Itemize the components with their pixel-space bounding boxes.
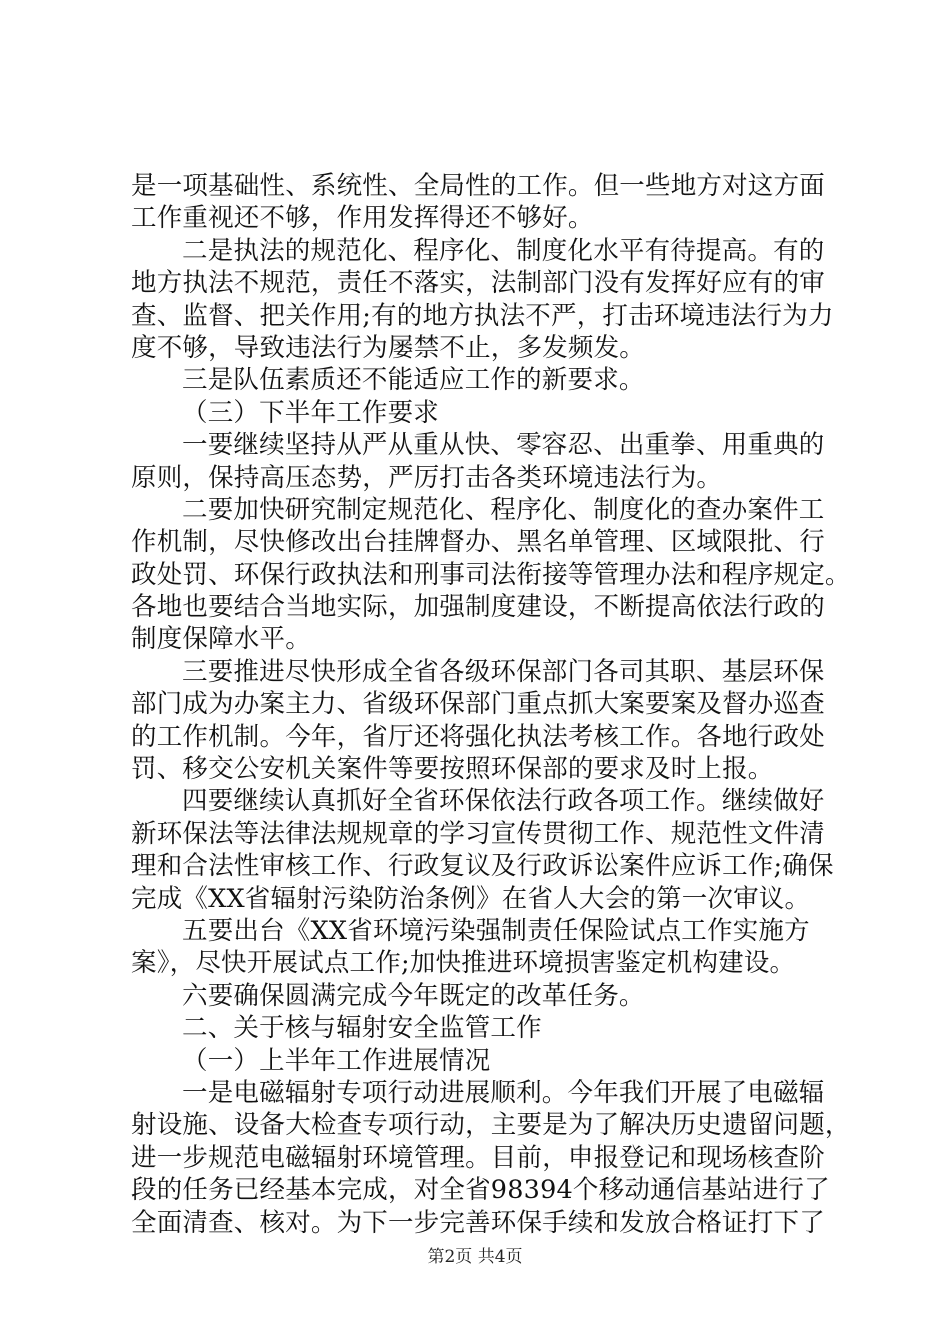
text-line: 制度保障水平。	[131, 624, 311, 655]
text-line: （一）上半年工作进展情况	[182, 1045, 491, 1076]
text-line: 一要继续坚持从严从重从快、零容忍、出重拳、用重典的	[182, 430, 825, 461]
text-line: 进一步规范电磁辐射环境管理。目前，申报登记和现场核查阶	[131, 1142, 825, 1173]
text-line: 全面清查、核对。为下一步完善环保手续和发放合格证打下了	[131, 1207, 825, 1238]
text-line: 部门成为办案主力、省级环保部门重点抓大案要案及督办巡查	[131, 689, 825, 720]
text-line: 工作重视还不够，作用发挥得还不够好。	[131, 203, 594, 234]
text-line: 二要加快研究制定规范化、程序化、制度化的查办案件工	[182, 494, 825, 525]
text-line: 理和合法性审核工作、行政复议及行政诉讼案件应诉工作;确保	[131, 851, 834, 882]
text-line: 一是电磁辐射专项行动进展顺利。今年我们开展了电磁辐	[182, 1077, 825, 1108]
text-line: 的工作机制。今年，省厅还将强化执法考核工作。各地行政处	[131, 721, 825, 752]
text-line: 三是队伍素质还不能适应工作的新要求。	[182, 365, 645, 396]
text-line: 政处罚、环保行政执法和刑事司法衔接等管理办法和程序规定。	[131, 559, 851, 590]
text-line: （三）下半年工作要求	[182, 397, 440, 428]
text-line: 射设施、设备大检查专项行动，主要是为了解决历史遗留问题，	[131, 1110, 851, 1141]
text-line: 四要继续认真抓好全省环保依法行政各项工作。继续做好	[182, 786, 825, 817]
text-line: 新环保法等法律法规规章的学习宣传贯彻工作、规范性文件清	[131, 818, 825, 849]
page-number: 第2页 共4页	[427, 1247, 523, 1267]
text-line: 查、监督、把关作用;有的地方执法不严，打击环境违法行为力	[131, 300, 834, 331]
text-line: 段的任务已经基本完成，对全省98394个移动通信基站进行了	[131, 1175, 830, 1206]
page-footer	[0, 1247, 950, 1267]
text-line: 六要确保圆满完成今年既定的改革任务。	[182, 980, 645, 1011]
text-line: 案》，尽快开展试点工作;加快推进环境损害鉴定机构建设。	[131, 948, 796, 979]
text-line: 是一项基础性、系统性、全局性的工作。但一些地方对这方面	[131, 171, 825, 201]
document-body	[131, 170, 851, 1239]
text-line: 完成《XX省辐射污染防治条例》在省人大会的第一次审议。	[131, 883, 811, 914]
text-line: 二是执法的规范化、程序化、制度化水平有待提高。有的	[182, 235, 825, 266]
text-line: 作机制，尽快修改出台挂牌督办、黑名单管理、区域限批、行	[131, 527, 825, 558]
text-line: 三要推进尽快形成全省各级环保部门各司其职、基层环保	[182, 656, 825, 687]
text-line: 二、关于核与辐射安全监管工作	[182, 1013, 542, 1044]
text-line: 原则，保持高压态势，严厉打击各类环境违法行为。	[131, 462, 723, 493]
text-line: 各地也要结合当地实际，加强制度建设，不断提高依法行政的	[131, 592, 825, 623]
text-line: 罚、移交公安机关案件等要按照环保部的要求及时上报。	[131, 754, 774, 785]
text-line: 度不够，导致违法行为屡禁不止，多发频发。	[131, 332, 646, 363]
text-line: 五要出台《XX省环境污染强制责任保险试点工作实施方	[182, 915, 810, 946]
text-line: 地方执法不规范，责任不落实，法制部门没有发挥好应有的审	[131, 268, 825, 299]
